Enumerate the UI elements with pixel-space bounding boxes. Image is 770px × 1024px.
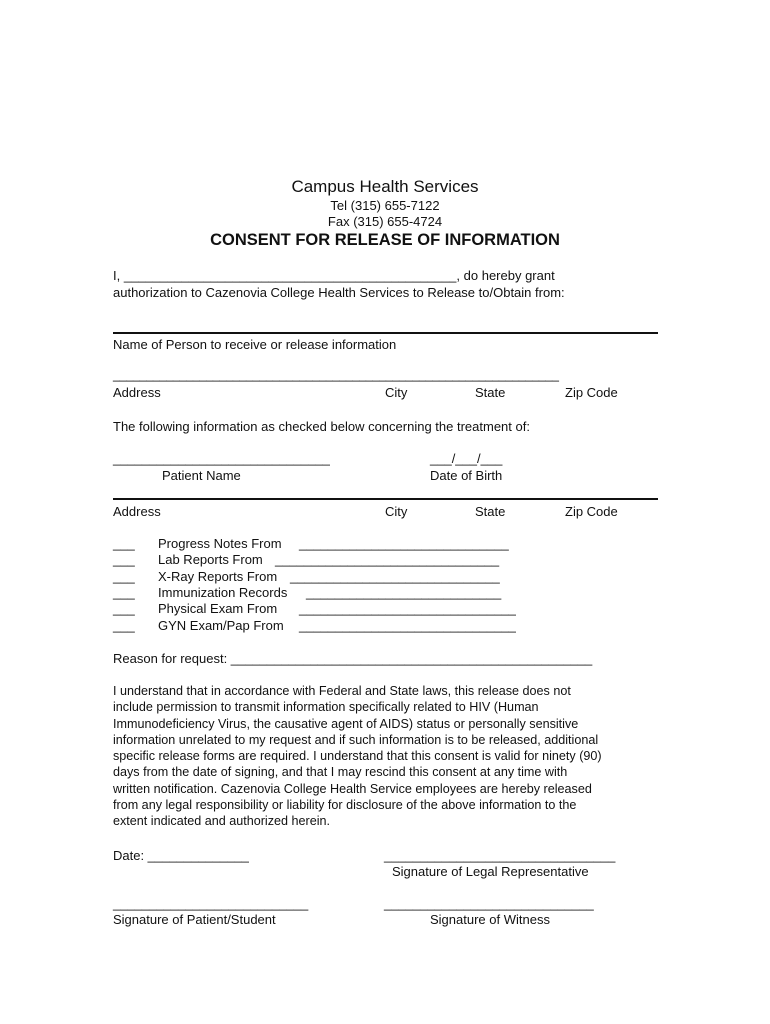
statement-line: include permission to transmit information specifically related to HIV (Human — [113, 700, 539, 715]
patient-name-label: Patient Name — [162, 468, 241, 483]
patient-signature-line[interactable]: ___________________________ — [113, 896, 309, 911]
patient-signature-label: Signature of Patient/Student — [113, 912, 276, 927]
form-title: CONSENT FOR RELEASE OF INFORMATION — [210, 231, 560, 249]
physical-exam-label: Physical Exam From — [158, 601, 278, 616]
patient-city-label: City — [385, 504, 408, 519]
lab-reports-label: Lab Reports From — [158, 552, 263, 567]
checkbox-xray-reports[interactable]: ___ — [113, 569, 135, 584]
authorization-text: authorization to Cazenovia College Health Services to Release to/Obtain from: — [113, 285, 565, 300]
patient-address-rule[interactable] — [113, 498, 658, 500]
checkbox-physical-exam[interactable]: ___ — [113, 601, 135, 616]
progress-notes-line[interactable]: _____________________________ — [299, 536, 509, 551]
recipient-address-label: Address — [113, 385, 161, 400]
recipient-city-label: City — [385, 385, 408, 400]
checkbox-gyn-exam[interactable]: ___ — [113, 618, 135, 633]
date-of-birth-line[interactable]: ___/___/___ — [430, 451, 503, 466]
checkbox-progress-notes[interactable]: ___ — [113, 536, 135, 551]
consent-statement — [113, 683, 673, 830]
checkbox-immunization-records[interactable]: ___ — [113, 585, 135, 600]
statement-line: from any legal responsibility or liability for disclosure of the above information to the — [113, 798, 577, 813]
lab-reports-line[interactable]: _______________________________ — [275, 552, 500, 567]
telephone-number: Tel (315) 655-7122 — [330, 198, 440, 213]
xray-reports-line[interactable]: _____________________________ — [290, 569, 500, 584]
fax-number: Fax (315) 655-4724 — [327, 214, 443, 229]
statement-line: information unrelated to my request and if such information is to be released, additional — [113, 732, 599, 747]
grantor-line[interactable]: I, ______________________________________________, do hereby grant — [113, 268, 555, 283]
recipient-name-rule[interactable] — [113, 332, 658, 334]
statement-line: I understand that in accordance with Federal and State laws, this release does not — [113, 684, 571, 698]
treatment-intro: The following information as checked below concerning the treatment of: — [113, 419, 530, 434]
immunization-records-line[interactable]: ___________________________ — [306, 585, 502, 600]
statement-line: specific release forms are required. I understand that this consent is valid for ninety (90) — [113, 749, 602, 764]
patient-zip-label: Zip Code — [565, 504, 618, 519]
immunization-records-label: Immunization Records — [158, 585, 288, 600]
reason-for-request[interactable]: Reason for request: __________________________________________________ — [113, 651, 593, 666]
date-of-birth-label: Date of Birth — [430, 468, 503, 483]
patient-state-label: State — [475, 504, 506, 519]
statement-line: extent indicated and authorized herein. — [113, 814, 331, 829]
recipient-state-label: State — [475, 385, 506, 400]
organization-name: Campus Health Services — [291, 177, 479, 196]
gyn-exam-label: GYN Exam/Pap From — [158, 618, 284, 633]
checkbox-lab-reports[interactable]: ___ — [113, 552, 135, 567]
statement-line: days from the date of signing, and that I may rescind this consent at any time with — [113, 765, 568, 780]
gyn-exam-line[interactable]: ______________________________ — [299, 618, 516, 633]
statement-line: written notification. Cazenovia College Health Service employees are hereby released — [113, 781, 592, 796]
recipient-zip-label: Zip Code — [565, 385, 618, 400]
recipient-address-line[interactable]: ___________________________________________________________________ — [113, 368, 559, 382]
physical-exam-line[interactable]: ______________________________ — [299, 601, 516, 616]
witness-signature-line[interactable]: _____________________________ — [384, 896, 594, 911]
patient-address-label: Address — [113, 504, 161, 519]
progress-notes-label: Progress Notes From — [158, 536, 282, 551]
xray-reports-label: X-Ray Reports From — [158, 569, 278, 584]
recipient-name-label: Name of Person to receive or release information — [113, 337, 397, 352]
patient-name-line[interactable]: ______________________________ — [113, 451, 330, 466]
legal-representative-signature-line[interactable]: ________________________________ — [384, 848, 616, 863]
date-field[interactable]: Date: ______________ — [113, 848, 249, 863]
statement-line: Immunodeficiency Virus, the causative agent of AIDS) status or personally sensitive — [113, 716, 579, 731]
legal-representative-signature-label: Signature of Legal Representative — [392, 864, 589, 879]
witness-signature-label: Signature of Witness — [430, 912, 550, 927]
